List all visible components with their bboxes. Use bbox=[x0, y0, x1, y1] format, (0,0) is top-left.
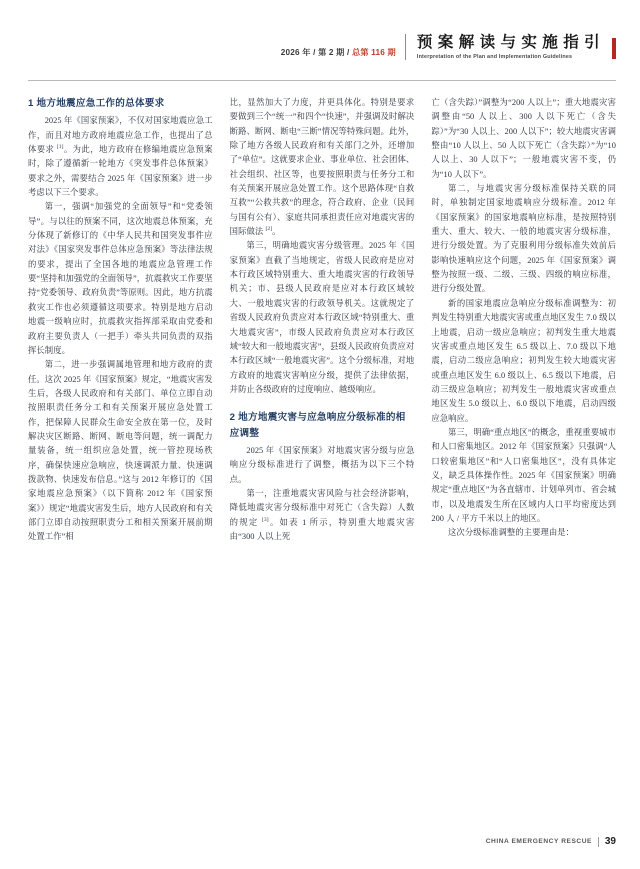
col2-paragraph-2: 第三，明确地震灾害分级管理。2025 年《国家预案》直截了当地规定，省级人民政府是应对本行政区域特别重大、重大地震灾害的行政领导机关；市、县级人民政府是应对本行政区域较大、一般地震灾害的行政领导机关。这就规定了省级人民政府负责应对本行政区域“特别重大、重大地震灾害”，市级人民政府负责应对本行政区域“较大和一般地震灾害”，县级人民政府负责应对本行政区域“一般地震灾害”。这个分级标准，对地方政府的地震灾害响应分级，提供了法律依据，并防止各级政府的过度响应、越级响应。 bbox=[229, 241, 415, 394]
page-footer bbox=[486, 836, 616, 847]
running-title-block bbox=[405, 34, 616, 60]
running-title-cn: 预案解读与实施指引 bbox=[416, 34, 605, 51]
col3-paragraph-4: 第三，明确“重点地区”的概念，重视重要城市和人口密集地区。2012 年《国家预案》只强调“人口较密集地区”和“人口密集地区”，没有具体定义，缺乏具体操作性。2025 年《国家预案》明确规定“重点地区”为各直辖市、计划单列市、省会城市，以及地震发生所在区域内人口平均密度达到 200 人 / 平方千米以上的地区。 bbox=[431, 427, 617, 523]
col2-paragraph-1: 比，显然加大了力度，并更具体化。特别是要求要做到三个“统一”和四个“快速”，并强调及时解决断路、断网、断电“三断”情况等特殊问题。此外，除了地方各级人民政府和有关部门之外，还增加了“单位”。这就要求企业、事业单位、社会团体、社会组织、社区等，也要按照职责与任务分工和有关预案开展应急处置工作。这个思路体现“自救互救”“公救共救”的理念，符合政府、企业（民间与国有公有）、家庭共同承担责任应对地震灾害的国际做法 [2]。 bbox=[229, 98, 415, 237]
col3-paragraph-3: 新的国家地震应急响应分级标准调整为：初判发生特别重大地震灾害或重点地区发生 7.0 级以上地震，启动一级应急响应；初判发生重大地震灾害或重点地区发生 6.5 级以上、7.0 级以下地震，启动二级应急响应；初判发生较大地震灾害或重点地区发生 6.0 级以上、6.5 级以下地震，启动三级应急响应；初判发生一般地震灾害或重点地区发生 5.0 级以上、6.0 级以下地震，启动四级应急响应。 bbox=[431, 298, 617, 423]
article-columns bbox=[28, 96, 616, 823]
section-heading-1: 1 地方地震应急工作的总体要求 bbox=[28, 98, 165, 109]
footer-brand: CHINA EMERGENCY RESCUE bbox=[485, 838, 592, 845]
running-title-texts bbox=[417, 34, 605, 60]
issue-highlight: 总第 116 期 bbox=[351, 48, 396, 58]
title-accent-bar bbox=[612, 38, 616, 59]
column-2 bbox=[230, 96, 415, 823]
col3-paragraph-1: 亡（含失踪）”调整为“200 人以上”；重大地震灾害调整由“50 人以上、300 人以下死亡（含失踪）”为“30 人以上、200 人以下”；较大地震灾害调整由“10 人以上、50 人以下死亡（含失踪）”为“10 人以上、30 人以下”；一般地震灾害不变，仍为“10 人以下”。 bbox=[431, 98, 617, 179]
col2-paragraph-4: 第一，注重地震灾害风险与社会经济影响，降低地震灾害分级标准中对死亡（含失踪）人数的规定 [3]。如表 1 所示，特别重大地震灾害由“300 人以上死 bbox=[229, 488, 415, 541]
col3-paragraph-2: 第二，与地震灾害分级标准保持关联的同时，单独制定国家地震响应分级标准。2012 年《国家预案》的国家地震响应标准，是按照特别重大、重大、较大、一般的地震灾害分级标准，进行分级处置。为了克服利用分级标准失效前后影响快速响应这个问题，2025 年《国家预案》调整为按照一级、二级、三级、四级的响应标准，进行分级处置。 bbox=[431, 184, 617, 294]
page-header bbox=[0, 0, 640, 86]
col1-paragraph-3: 第二，进一步强调属地管理和地方政府的责任。这次 2025 年《国家预案》规定，“地震灾害发生后，各级人民政府和有关部门、单位立即自动按照职责任务分工和有关预案开展应急处置工作，把保障人民群众生命安全放在第一位，及时解决灾区断路、断网、断电等问题，统一调配力量装备，统一组织应急处置，统一管控现场秩序，确保快速应急响应，快速调派力量、快速调拨款物、快速发布信息。”这与 2012 年修订的《国家地震应急预案》（以下简称 2012 年《国家预案》）规定“地震灾害发生后，地方人民政府和有关部门立即自动按照职责分工和相关预案开展前期处置工作”相 bbox=[28, 360, 213, 542]
issue-prefix: 2026 年 / 第 2 期 / bbox=[280, 48, 352, 58]
col2-paragraph-3: 2025 年《国家预案》对地震灾害分级与应急响应分级标准进行了调整，概括为以下三个特点。 bbox=[229, 445, 415, 484]
footer-divider bbox=[598, 837, 599, 847]
col1-paragraph-1: 2025 年《国家预案》，不仅对国家地震应急工作，而且对地方政府地震应急工作，也提出了总体要求 [1]。为此，地方政府在修编地震应急预案时，除了遵循新一轮地方《突发事件总体预案》要求之外，需要结合 2025 年《国家预案》进一步考虑以下三个要求。 bbox=[28, 116, 213, 198]
section-heading-2: 2 地方地震灾害与应急响应分级标准的相应调整 bbox=[229, 412, 406, 439]
issue-info bbox=[281, 47, 405, 60]
column-3 bbox=[431, 96, 616, 823]
footer-page-number: 39 bbox=[604, 836, 616, 847]
header-inner bbox=[281, 34, 616, 60]
running-title-en: Interpretation of the Plan and Implementation Guidelines bbox=[416, 54, 573, 61]
col1-paragraph-2: 第一，强调“加强党的全面领导”和“党委领导”。与以往的预案不同，这次地震总体预案，充分体现了新修订的《中华人民共和国突发事件应对法》《国家突发事件总体应急预案》等法律法规的要求，提出了全国各地的地震应急管理工作要“坚持和加强党的全面领导”，抗震救灾工作要坚持“党委领导、政府负责”等原则。因此，地方抗震救灾工作也必须遵循这项要求。特别是地方启动地震一级响应时，抗震救灾指挥部采取由党委和政府主要负责人（一把手）牵头共同负责的双指挥长制度。 bbox=[28, 202, 213, 355]
header-divider bbox=[28, 80, 616, 81]
col3-paragraph-5: 这次分级标准调整的主要理由是： bbox=[448, 528, 575, 538]
column-1 bbox=[28, 96, 213, 823]
